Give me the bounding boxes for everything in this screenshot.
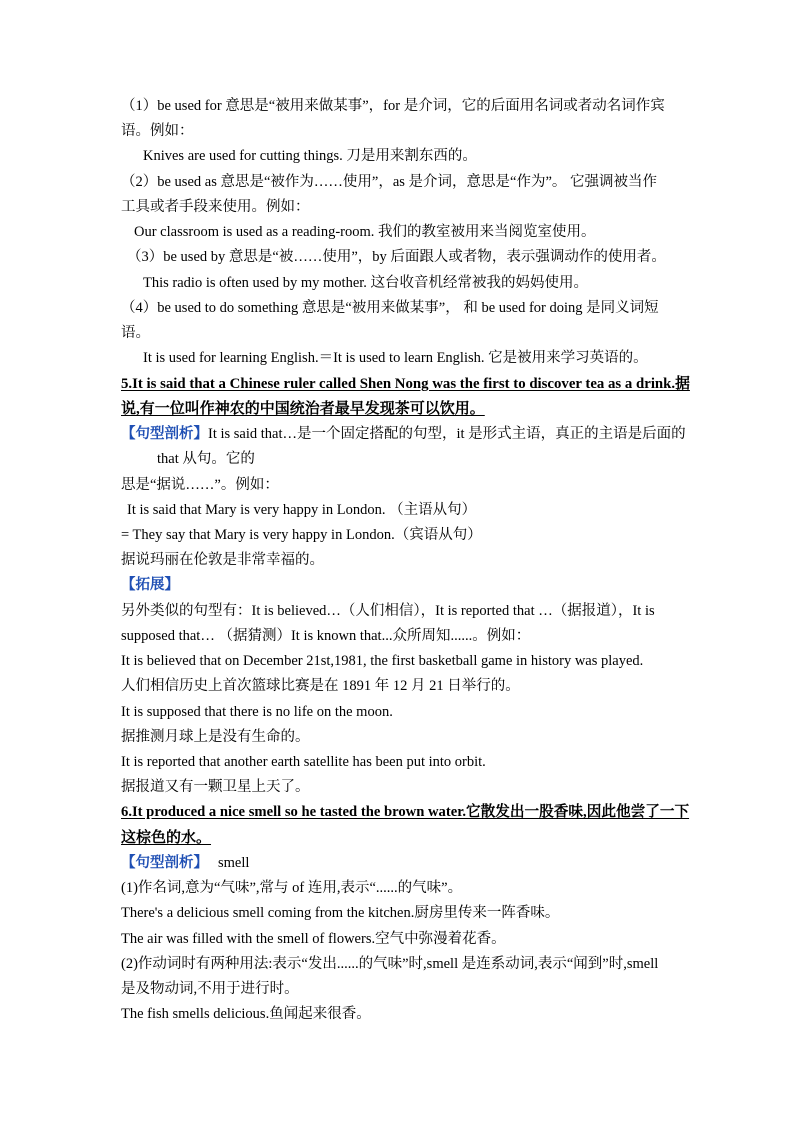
text-line: There's a delicious smell coming from the kitchen.厨房里传来一阵香味。: [121, 905, 560, 921]
text-line: = They say that Mary is very happy in London.（宾语从句）: [121, 527, 482, 543]
analysis-line: [121, 853, 249, 873]
sentence-heading-6: 6.It produced a nice smell so he tasted the brown water.它散发出一股香味,因此他尝了一下: [121, 804, 690, 820]
text-line: 工具或者手段来使用。例如：: [121, 199, 310, 215]
text-line: It is believed that on December 21st,1981, the first basketball game in history was played.: [121, 653, 644, 669]
text-line: Knives are used for cutting things. 刀是用来割东西的。: [143, 148, 477, 164]
sentence-heading-5: 5.It is said that a Chinese ruler called Shen Nong was the first to discover tea as a drink.据: [121, 376, 690, 392]
text-line: smell: [218, 855, 250, 871]
text-line: 另外类似的句型有：It is believed…（人们相信），It is reported that …（据报道），It is: [121, 603, 655, 619]
text-line: 人们相信历史上首次篮球比赛是在 1891 年 12 月 21 日举行的。: [121, 678, 520, 694]
analysis-label: 【句型剖析】: [121, 855, 208, 871]
text-line: 语。例如：: [121, 123, 194, 139]
text-line: (1)作名词,意为“气味”,常与 of 连用,表示“......的气味”。: [121, 880, 463, 896]
sentence-heading-6-cont: 这棕色的水。: [121, 830, 212, 846]
text-line: It is supposed that there is no life on the moon.: [121, 704, 393, 720]
text-line: that 从句。它的: [157, 451, 255, 467]
text-line: Our classroom is used as a reading-room. 我们的教室被用来当阅览室使用。: [134, 224, 596, 240]
analysis-label: 【句型剖析】: [121, 426, 208, 442]
text-line: (2)作动词时有两种用法:表示“发出......的气味”时,smell 是连系动词,表示“闻到”时,smell: [121, 956, 659, 972]
text-line: It is used for learning English.＝It is used to learn English. 它是被用来学习英语的。: [143, 350, 648, 366]
text-line: The fish smells delicious.鱼闻起来很香。: [121, 1006, 371, 1022]
text-line: 据说玛丽在伦敦是非常幸福的。: [121, 552, 324, 568]
text-line: 思是“据说……”。例如：: [121, 477, 279, 493]
text-line: 据推测月球上是没有生命的。: [121, 729, 310, 745]
text-line: （3）be used by 意思是“被……使用”，by 后面跟人或者物，表示强调动作的使用者。: [127, 249, 666, 265]
extension-label: 【拓展】: [121, 577, 179, 593]
text-line: 是及物动词,不用于进行时。: [121, 981, 299, 997]
text-line: It is said that Mary is very happy in London. （主语从句）: [127, 502, 477, 518]
text-line: （2）be used as 意思是“被作为……使用”，as 是介词，意思是“作为”。 它强调被当作: [121, 174, 658, 190]
text-line: （1）be used for 意思是“被用来做某事”，for 是介词，它的后面用名词或者动名词作宾: [121, 98, 665, 114]
text-line: （4）be used to do something 意思是“被用来做某事”， 和 be used for doing 是同义词短: [121, 300, 659, 316]
text-line: This radio is often used by my mother. 这台收音机经常被我的妈妈使用。: [143, 275, 589, 291]
text-line: 据报道又有一颗卫星上天了。: [121, 779, 310, 795]
analysis-line: [121, 424, 686, 444]
text-line: 语。: [121, 325, 150, 341]
sentence-heading-5-cont: 说,有一位叫作神农的中国统治者最早发现茶可以饮用。: [121, 401, 485, 417]
text-line: supposed that… （据猜测）It is known that...众所周知......。例如：: [121, 628, 531, 644]
text-line: The air was filled with the smell of flowers.空气中弥漫着花香。: [121, 931, 506, 947]
text-line: It is reported that another earth satellite has been put into orbit.: [121, 754, 486, 770]
text-line: It is said that…是一个固定搭配的句型，it 是形式主语，真正的主语是后面的: [208, 426, 686, 442]
